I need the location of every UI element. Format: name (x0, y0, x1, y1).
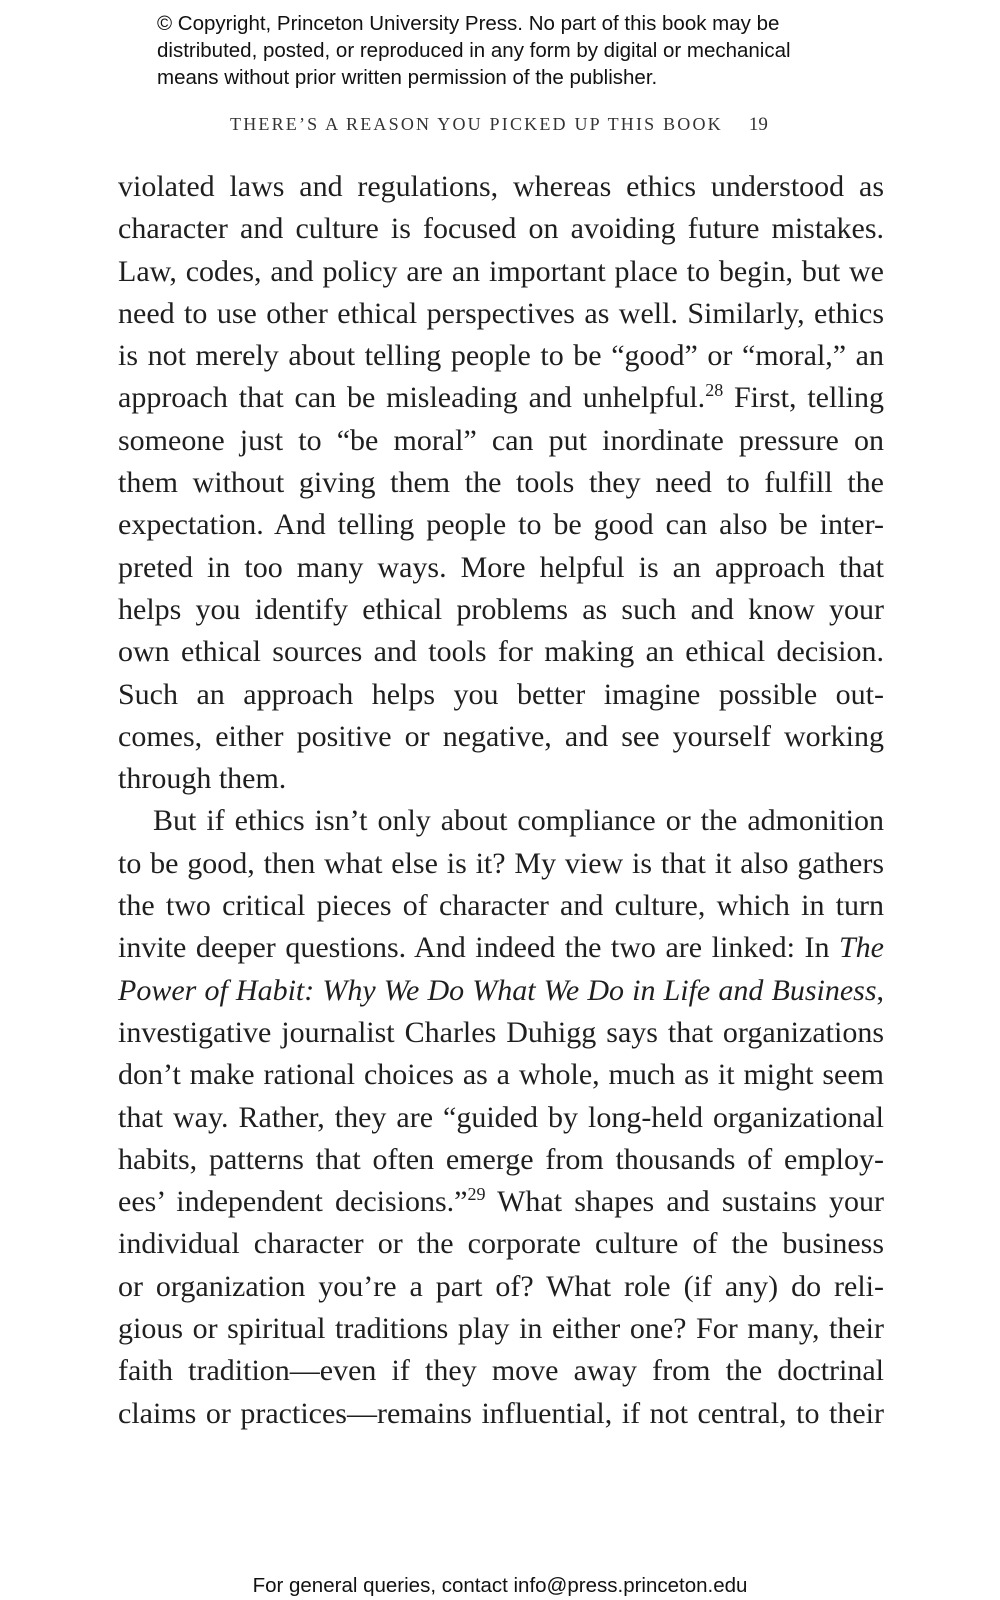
text-segment: violated laws and regulations, whereas ethics understood as (118, 170, 884, 203)
italic-title: Power of Habit: Why We Do What We Do in Life and Business (118, 973, 877, 1007)
text-segment: own ethical sources and tools for making an ethical decision. (118, 635, 884, 669)
text-segment: invite deeper questions. And indeed the two are linked: In (118, 931, 839, 965)
text-line (118, 1223, 884, 1265)
text-segment: to be good, then what else is it? My view is that it also gathers (118, 846, 884, 880)
footer-contact: For general queries, contact info@press.princeton.edu (252, 1574, 748, 1597)
text-line (118, 1139, 884, 1181)
text-line (118, 631, 884, 673)
copyright-line: means without prior written permission of the publisher. (157, 66, 658, 89)
text-segment: individual character or the corporate culture of the business (118, 1227, 884, 1261)
text-segment: What shapes and sustains your (485, 1185, 884, 1219)
text-segment: Law, codes, and policy are an important place to begin, but we (118, 254, 884, 288)
footnote-reference: 29 (467, 1184, 486, 1205)
text-segment: need to use other ethical perspectives as well. Similarly, ethics (118, 296, 884, 330)
text-line (118, 843, 884, 885)
text-segment: preted in too many ways. More helpful is an approach that (118, 550, 884, 584)
copyright-line: distributed, posted, or reproduced in any form by digital or mechanical (157, 39, 791, 62)
text-line (118, 1181, 884, 1223)
text-segment: expectation. And telling people to be good can also be inter- (118, 508, 884, 542)
text-segment: them without giving them the tools they need to fulfill the (118, 466, 884, 500)
text-segment: First, telling (723, 381, 884, 415)
text-segment: But if ethics isn’t only about compliance or the admonition (153, 804, 884, 838)
text-line (118, 547, 884, 589)
body-text (118, 166, 884, 1435)
text-line (118, 377, 884, 419)
text-line (118, 1350, 884, 1392)
text-segment: the two critical pieces of character and culture, which in turn (118, 889, 884, 923)
text-segment: approach that can be misleading and unhelpful. (118, 381, 706, 415)
text-line (118, 927, 884, 969)
running-head (230, 114, 768, 136)
text-line (118, 251, 884, 293)
text-segment: helps you identify ethical problems as such and know your (118, 592, 884, 626)
text-segment: character and culture is focused on avoiding future mistakes. (118, 212, 884, 246)
text-segment: faith tradition—even if they move away from the doctrinal (118, 1354, 884, 1388)
text-segment: investigative journalist Charles Duhigg says that organizations (118, 1015, 884, 1049)
text-segment: claims or practices—remains influential, if not central, to their (118, 1396, 884, 1430)
text-line (118, 208, 884, 250)
text-line (118, 1308, 884, 1350)
text-line (118, 885, 884, 927)
text-segment: ees’ independent decisions.” (118, 1185, 468, 1219)
text-segment: is not merely about telling people to be “good” or “moral,” an (118, 339, 884, 373)
text-segment: or organization you’re a part of? What role (if any) do reli- (118, 1269, 884, 1303)
text-line (118, 166, 884, 208)
italic-title: The (839, 931, 884, 965)
text-line (118, 1097, 884, 1139)
text-line (118, 970, 884, 1012)
text-line (118, 1266, 884, 1308)
page-number: 19 (748, 114, 768, 135)
text-line (118, 293, 884, 335)
text-segment: comes, either positive or negative, and see yourself working (118, 719, 884, 753)
footnote-reference: 28 (705, 380, 724, 401)
text-segment: gious or spiritual traditions play in either one? For many, their (118, 1312, 884, 1346)
text-segment: habits, patterns that often emerge from thousands of employ- (118, 1142, 884, 1176)
text-line (118, 1054, 884, 1096)
text-line (118, 504, 884, 546)
text-line (118, 758, 884, 800)
text-line (118, 589, 884, 631)
copyright-line: © Copyright, Princeton University Press. No part of this book may be (157, 12, 780, 35)
text-segment: through them. (118, 762, 287, 796)
text-segment: , (876, 973, 884, 1007)
text-line (118, 674, 884, 716)
text-line (118, 716, 884, 758)
text-line (118, 462, 884, 504)
text-line (118, 335, 884, 377)
running-head-title: THERE’S A REASON YOU PICKED UP THIS BOOK (230, 114, 723, 134)
text-line (118, 1012, 884, 1054)
text-segment: someone just to “be moral” can put inordinate pressure on (118, 423, 884, 457)
text-segment: that way. Rather, they are “guided by long-held organizational (118, 1100, 884, 1134)
text-line (118, 1393, 884, 1435)
text-line (118, 800, 884, 842)
text-segment: don’t make rational choices as a whole, much as it might seem (118, 1058, 884, 1092)
text-segment: Such an approach helps you better imagine possible out- (118, 677, 884, 711)
text-line (118, 420, 884, 462)
copyright-notice (157, 10, 917, 91)
